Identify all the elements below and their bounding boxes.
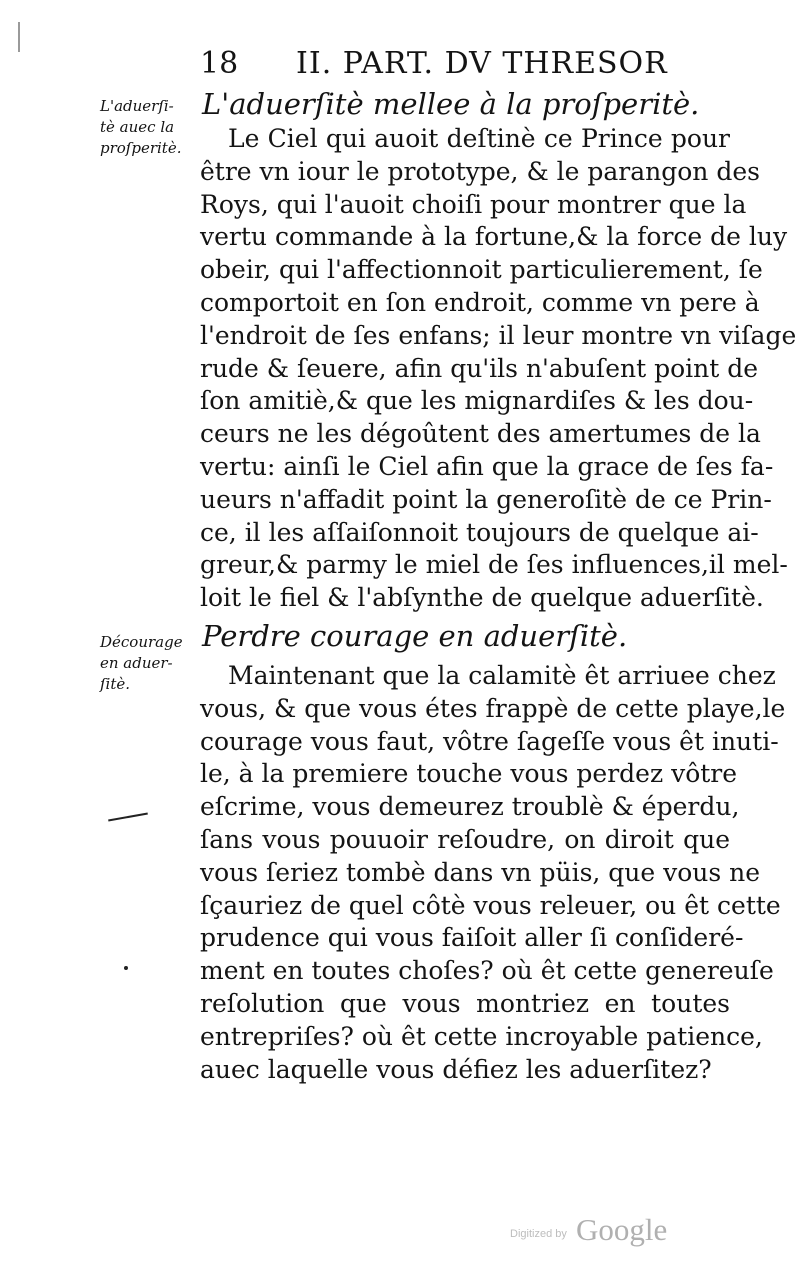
running-head: II. PART. DV THRESOR: [296, 46, 668, 81]
text-line: prudence qui vous faiſoit aller ſi conſideré-: [200, 923, 744, 953]
digitization-footer: [510, 1212, 667, 1248]
margin-note-1: [100, 96, 198, 159]
text-line: être vn iour le prototype, & le parangon des: [200, 156, 760, 186]
text-line: Le Ciel qui auoit deſtinè ce Prince pour: [228, 124, 730, 153]
text-line: loit le fiel & l'abſynthe de quelque aduerſitè.: [200, 583, 764, 613]
text-line: comportoit en ſon endroit, comme vn pere à: [200, 287, 760, 317]
text-line: ceurs ne les dégoûtent des amertumes de la: [200, 419, 761, 449]
text-line: vertu: ainſi le Ciel afin que la grace de ſes fa-: [200, 451, 774, 481]
text-line: eſcrime, vous demeurez troublè & éperdu,: [200, 792, 740, 822]
text-line: ueurs n'affadit point la generoſitè de ce Prin-: [200, 484, 772, 514]
text-line: rude & ſeuere, afin qu'ils n'abuſent point de: [200, 353, 759, 383]
paragraph-2: [200, 660, 786, 1086]
text-line: auec laquelle vous défiez les aduerſitez?: [200, 1054, 712, 1084]
text-line: vous, & que vous étes frappè de cette playe,le: [200, 693, 786, 723]
margin-note-line: ſitè.: [100, 675, 131, 693]
margin-note-line: L'aduerſi-: [100, 97, 174, 115]
section-title-2: Perdre courage en aduerſitè.: [202, 619, 628, 653]
text-line: reſolution que vous montriez en toutes: [200, 988, 730, 1018]
text-line: Roys, qui l'auoit choiſi pour montrer que la: [200, 189, 747, 219]
google-logo: Google: [575, 1212, 668, 1247]
margin-note-line: en aduer-: [100, 654, 173, 672]
margin-note-line: proſperitè.: [100, 139, 182, 157]
text-line: le, à la premiere touche vous perdez vôtre: [200, 759, 738, 789]
ink-dot: [124, 966, 128, 970]
page-header: [200, 44, 670, 84]
margin-note-2: [100, 632, 198, 695]
text-line: vertu commande à la fortune,& la force de luy: [200, 222, 788, 252]
text-line: entrepriſes? où êt cette incroyable patience,: [200, 1021, 763, 1051]
text-line: ſon amitiè,& que les mignardiſes & les dou-: [200, 386, 754, 416]
text-line: l'endroit de ſes enfans; il leur montre vn viſage: [200, 320, 797, 350]
ink-mark: [108, 813, 148, 822]
text-line: ſans vous pouuoir reſoudre, on diroit que: [200, 824, 730, 854]
paragraph-1: [200, 123, 797, 615]
digitized-by-label: Digitized by: [510, 1228, 567, 1240]
text-line: ſçauriez de quel côtè vous releuer, ou êt cette: [200, 890, 781, 920]
text-line: obeir, qui l'affectionnoit particulierement, ſe: [200, 255, 763, 285]
section-title-1: L'aduerſitè mellee à la proſperitè.: [202, 87, 700, 121]
ink-mark: [18, 22, 20, 52]
text-line: ce, il les aſſaiſonnoit toujours de quelque ai-: [200, 517, 759, 547]
text-line: ment en toutes choſes? où êt cette genereuſe: [200, 956, 774, 986]
text-line: greur,& parmy le miel de ſes influences,il mel-: [200, 550, 788, 580]
page-number: 18: [200, 46, 239, 81]
text-line: Maintenant que la calamitè êt arriuee chez: [228, 661, 776, 690]
margin-note-line: Décourage: [100, 633, 183, 651]
text-line: vous ſeriez tombè dans vn püis, que vous ne: [200, 857, 761, 887]
text-line: courage vous faut, vôtre ſageſſe vous êt inuti-: [200, 726, 779, 756]
margin-note-line: tè auec la: [100, 118, 175, 136]
